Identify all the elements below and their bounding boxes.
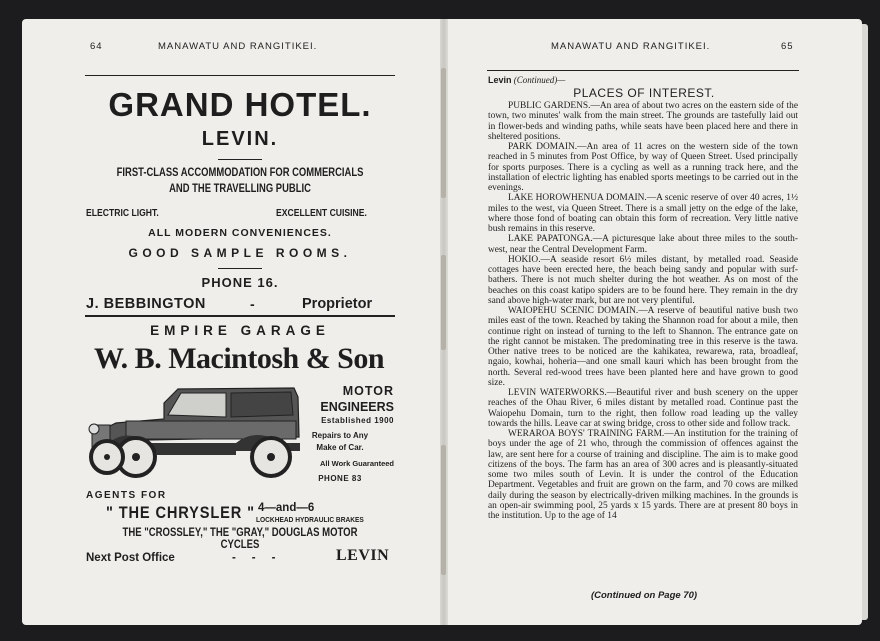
divider xyxy=(218,268,262,269)
location-dashes: - - - xyxy=(232,552,276,564)
section-title: PLACES OF INTEREST. xyxy=(573,86,715,100)
binding-staple xyxy=(441,445,446,575)
repairs-line-2: Make of Car. xyxy=(316,443,364,452)
accommodation-line-2: AND THE TRAVELLING PUBLIC xyxy=(169,183,311,195)
work-guarantee: All Work Guaranteed xyxy=(319,459,394,468)
continued-header xyxy=(488,75,565,85)
hotel-name: GRAND HOTEL. xyxy=(108,86,372,123)
continued-tag: (Continued)— xyxy=(513,75,566,85)
established: Established 1900 xyxy=(321,416,394,425)
proprietor-title: Proprietor xyxy=(302,296,373,312)
continued-footer: (Continued on Page 70) xyxy=(590,590,698,601)
paragraph-weraroa: WERAROA BOYS' TRAINING FARM.—An institution for the training of boys under the age of 21 who, through the commission of offences against the law, are sent here for a course of training and discipline. The aim is to make good citizens of the boys. The farm has an area of 300 acres and is pleasantly-situated some two miles south of Levin. It is under the control of the Education Department. Vegetables and fruit are grown on the farm, and 70 cows are milked daily during the season by electrically-driven milking machines. In the grounds is an open-air swimming pool, 25 yards x 15 yards. There are at present 80 boys in the institution. Up to the age of 14 xyxy=(488,429,798,521)
page-number-left: 64 xyxy=(90,41,103,52)
engineers-label: ENGINEERS xyxy=(320,400,394,414)
location-town: LEVIN xyxy=(336,547,390,564)
paragraph-waiopehu: WAIOPEHU SCENIC DOMAIN.—A reserve of beautiful native bush two miles east of the town. Reached by taking the Shannon road for about a mile, then continue right on instead of turning to the left to Shannon. The entrance gate on the right cannot be mistaken. The predominating tree in this reserve is the tawa. Other native trees to be noticed are the kahikatea, rewarewa, rata, broadleaf, ngaio, kowhai, hoheria—and one small kauri which has been brought from the north. Several red-wood trees have been planted here and have grown to good size. xyxy=(488,306,798,388)
firm-name: W. B. Macintosh & Son xyxy=(93,342,385,375)
binding-staple xyxy=(441,68,446,198)
accommodation-line-1: FIRST-CLASS ACCOMMODATION FOR COMMERCIALS xyxy=(116,167,364,179)
other-brands: THE "CROSSLEY," THE "GRAY," DOUGLAS MOTOR CYCLES xyxy=(122,527,358,551)
repairs-line-1: Repairs to Any xyxy=(311,431,369,440)
conveniences: ALL MODERN CONVENIENCES. xyxy=(148,227,332,239)
continued-head: Levin xyxy=(488,75,512,85)
proprietor-name: J. BEBBINGTON xyxy=(86,296,206,312)
location: Next Post Office xyxy=(86,552,175,564)
paragraph-lake-papatonga: LAKE PAPATONGA.—A picturesque lake about three miles to the south-west, near the Central Development Farm. xyxy=(488,234,798,255)
vintage-car-icon xyxy=(86,385,306,483)
running-head-left: MANAWATU AND RANGITIKEI. xyxy=(158,41,318,52)
garage-phone: PHONE 83 xyxy=(318,474,362,483)
header-rule xyxy=(487,70,799,71)
sample-rooms: GOOD SAMPLE ROOMS. xyxy=(128,246,352,260)
electric-light: ELECTRIC LIGHT. xyxy=(86,207,159,219)
page-number-right: 65 xyxy=(781,41,794,52)
brakes-note: LOCKHEAD HYDRAULIC BRAKES xyxy=(256,515,364,524)
motor-label: MOTOR xyxy=(342,384,394,398)
chrysler-models: 4—and—6 xyxy=(258,502,315,514)
chrysler-agency: " THE CHRYSLER " xyxy=(106,503,255,522)
paragraph-lake-horowhenua: LAKE HOROWHENUA DOMAIN.—A scenic reserve of over 40 acres, 1½ miles to the west, via Queen Street. There is a small jetty on the edge of the lake, where those fond of boating can obtain this form of recreation. Very little native bush remains in this reserve. xyxy=(488,193,798,234)
paragraph-waterworks: LEVIN WATERWORKS.—Beautiful river and bush scenery on the upper reaches of the Ohau River, 6 miles distant by metalled road. Continue past the Waiopehu Domain, turn to the right, then follow road leading up the valley towards the hills. Leave car at swing bridge, cross to other side and follow track. xyxy=(488,388,798,429)
hotel-town: LEVIN. xyxy=(201,128,279,150)
paragraph-park-domain: PARK DOMAIN.—An area of 11 acres on the western side of the town reached in 5 minutes from Post Office, by way of Queen Street. Used principally for sports purposes. There is a cycling as well as a running track here, and the installation of electric lighting has enabled sports meetings to be carried out in the evenings. xyxy=(488,142,798,193)
ad-divider xyxy=(85,315,395,317)
header-rule xyxy=(85,75,395,76)
paragraph-hokio: HOKIO.—A seaside resort 6½ miles distant, by metalled road. Seaside cottages have been erected here, the beach being sandy and popular with surf-bathers. There is not much shelter during the hot weather. As on most of the beaches on this coast katipo spiders are to be found here. They remain in the dry sand above high-water mark, but are not very plentiful. xyxy=(488,254,798,306)
page-edge xyxy=(862,24,868,620)
hotel-phone: PHONE 16. xyxy=(201,275,279,290)
paragraph-public-gardens: PUBLIC GARDENS.—An area of about two acres on the eastern side of the town, two minutes' walk from the main street. The grounds are tastefully laid out in flower-beds and winding paths, while seats have been placed here and there in sheltered positions. xyxy=(488,101,798,142)
places-of-interest-text xyxy=(488,101,798,521)
binding-staple xyxy=(441,255,446,350)
running-head-right: MANAWATU AND RANGITIKEI. xyxy=(551,41,711,52)
agents-for: AGENTS FOR xyxy=(86,490,167,501)
garage-name: EMPIRE GARAGE xyxy=(150,323,330,338)
cuisine: EXCELLENT CUISINE. xyxy=(276,207,367,219)
proprietor-dash: - xyxy=(250,296,255,312)
divider xyxy=(218,159,262,160)
